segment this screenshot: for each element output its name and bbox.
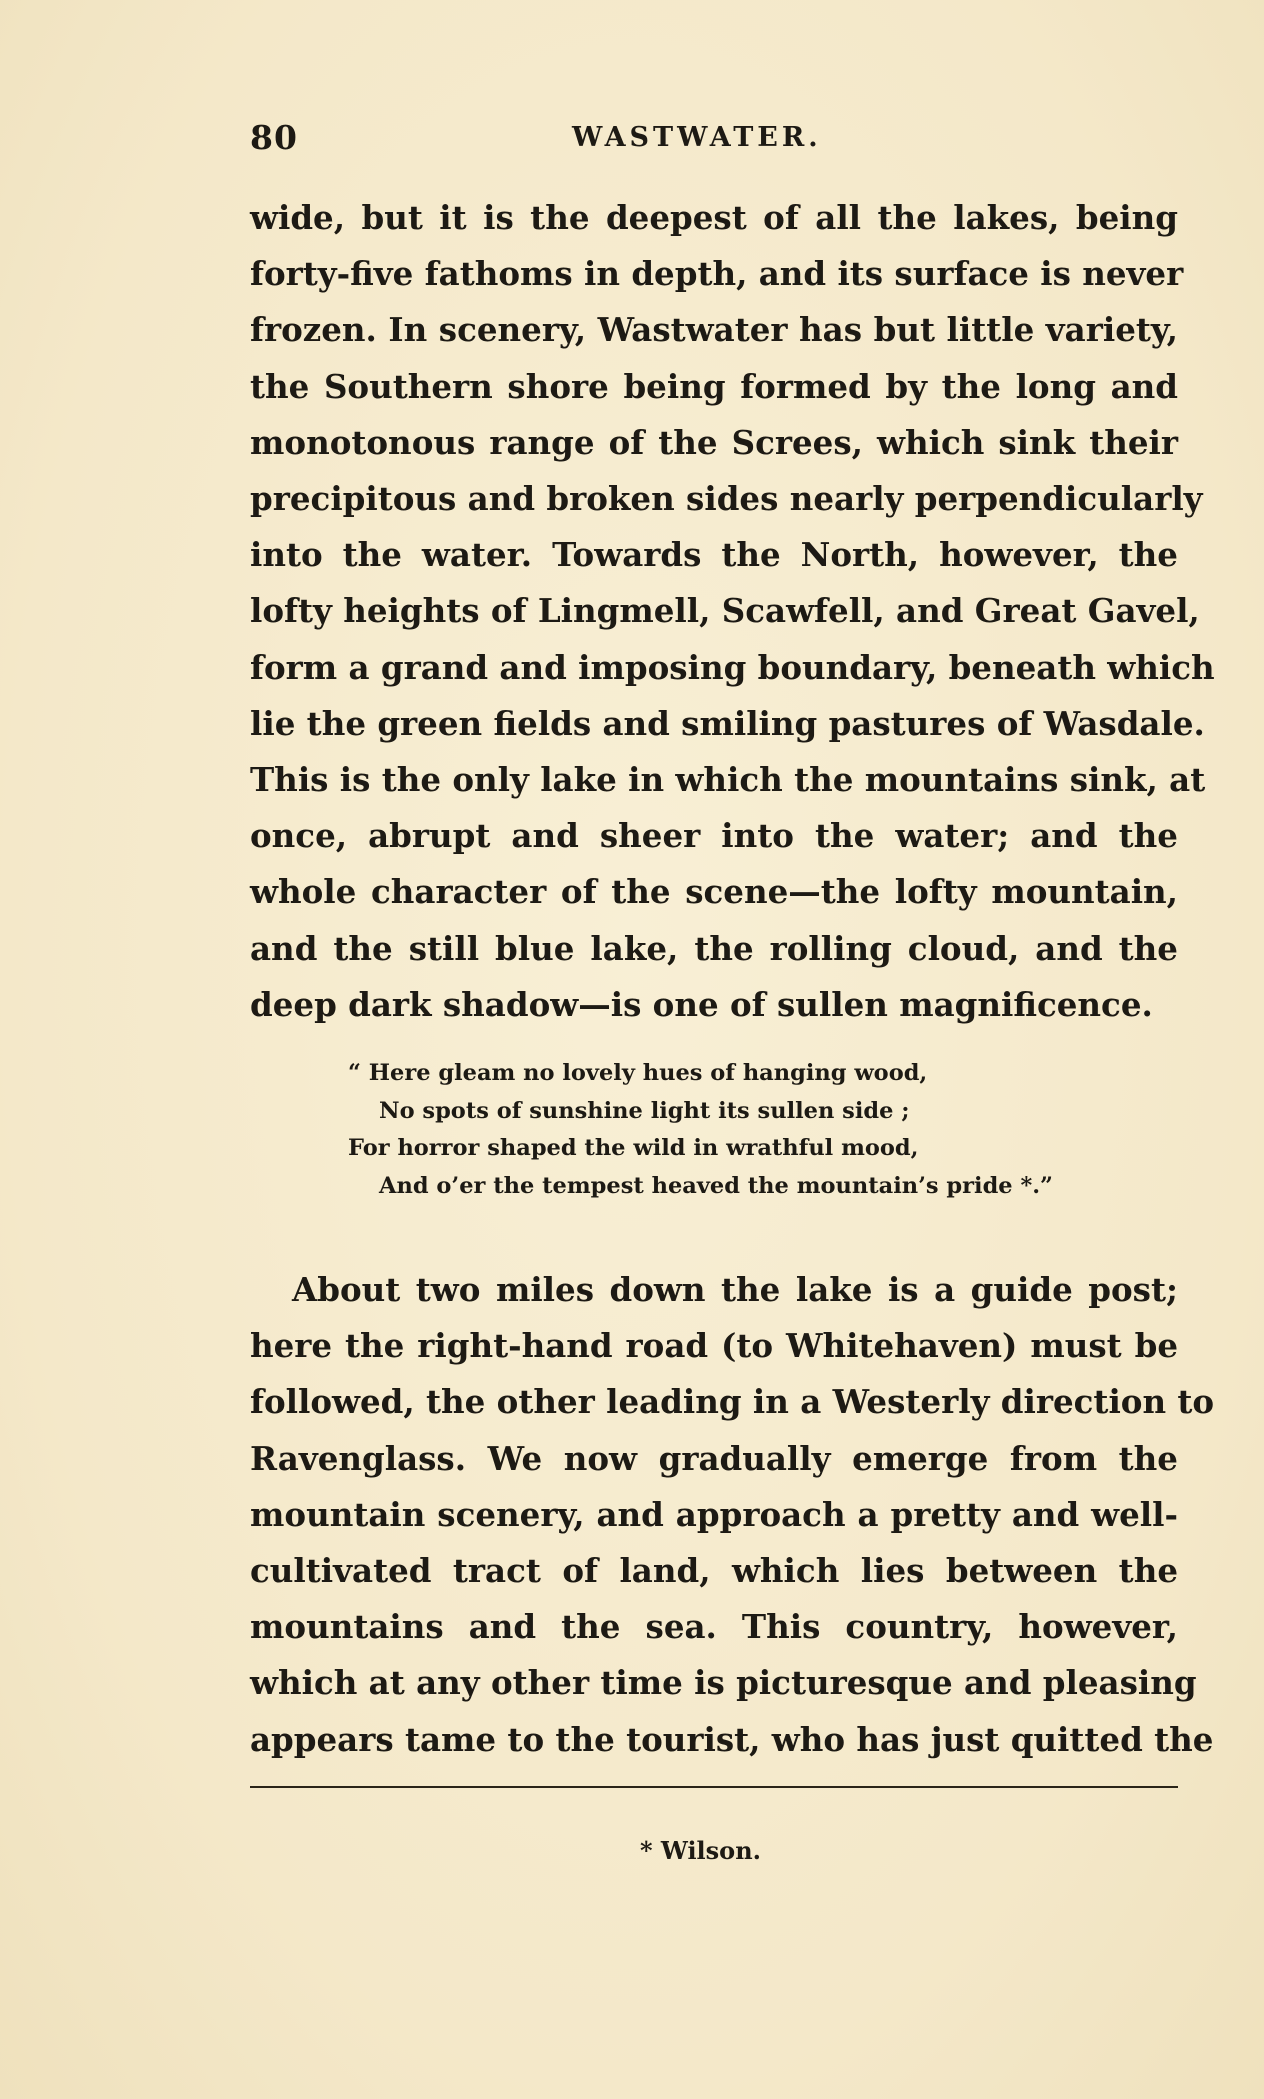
text-line: the Southern shore being formed by the long and xyxy=(250,366,1178,406)
text-line: lie the green fields and smiling pastures of Wasdale. xyxy=(250,703,1205,743)
text-line: monotonous range of the Screes, which sink their xyxy=(250,422,1178,462)
text-line: forty-five fathoms in depth, and its surface is never xyxy=(250,254,1184,294)
verse-line: No spots of sunshine light its sullen side ; xyxy=(379,1097,910,1124)
text-line: and the still blue lake, the rolling cloud, and the xyxy=(250,928,1178,968)
text-line: lofty heights of Lingmell, Scawfell, and Great Gavel, xyxy=(250,591,1200,631)
paragraph-1 xyxy=(250,190,1215,1033)
text-line: deep dark shadow—is one of sullen magnificence. xyxy=(250,984,1153,1024)
verse-line: “ Here gleam no lovely hues of hanging wood, xyxy=(348,1060,928,1086)
text-line: frozen. In scenery, Wastwater has but little variety, xyxy=(250,310,1178,350)
verse-line: And o’er the tempest heaved the mountain’s pride *.” xyxy=(379,1172,1053,1199)
text-line: into the water. Towards the North, however, the xyxy=(250,535,1178,575)
paragraph-2 xyxy=(250,1262,1215,1768)
footnote-divider xyxy=(250,1786,1178,1788)
page-number: 80 xyxy=(250,118,298,157)
verse-line: For horror shaped the wild in wrathful mood, xyxy=(348,1135,919,1161)
text-line: wide, but it is the deepest of all the lakes, being xyxy=(250,198,1178,237)
verse-quotation xyxy=(348,1055,1178,1205)
text-line: which at any other time is picturesque and pleasing xyxy=(250,1663,1197,1703)
footnote: * Wilson. xyxy=(640,1836,761,1865)
text-line: form a grand and imposing boundary, beneath which xyxy=(250,647,1215,687)
text-line: cultivated tract of land, which lies between the xyxy=(250,1551,1178,1591)
running-head xyxy=(250,118,1180,158)
text-line: precipitous and broken sides nearly perpendicularly xyxy=(250,479,1203,519)
text-line: Ravenglass. We now gradually emerge from the xyxy=(250,1438,1178,1478)
text-line: here the right-hand road (to Whitehaven) must be xyxy=(250,1326,1178,1366)
running-title: WASTWATER. xyxy=(572,122,822,153)
text-line: followed, the other leading in a Westerly direction to xyxy=(250,1382,1215,1422)
text-line: appears tame to the tourist, who has just quitted the xyxy=(250,1719,1214,1759)
text-line: mountain scenery, and approach a pretty and well- xyxy=(250,1494,1178,1534)
text-line: whole character of the scene—the lofty mountain, xyxy=(250,872,1178,912)
text-line: mountains and the sea. This country, however, xyxy=(250,1607,1178,1647)
text-line: once, abrupt and sheer into the water; and the xyxy=(250,816,1178,856)
text-line: About two miles down the lake is a guide post; xyxy=(292,1270,1178,1309)
text-line: This is the only lake in which the mountains sink, at xyxy=(250,760,1206,800)
